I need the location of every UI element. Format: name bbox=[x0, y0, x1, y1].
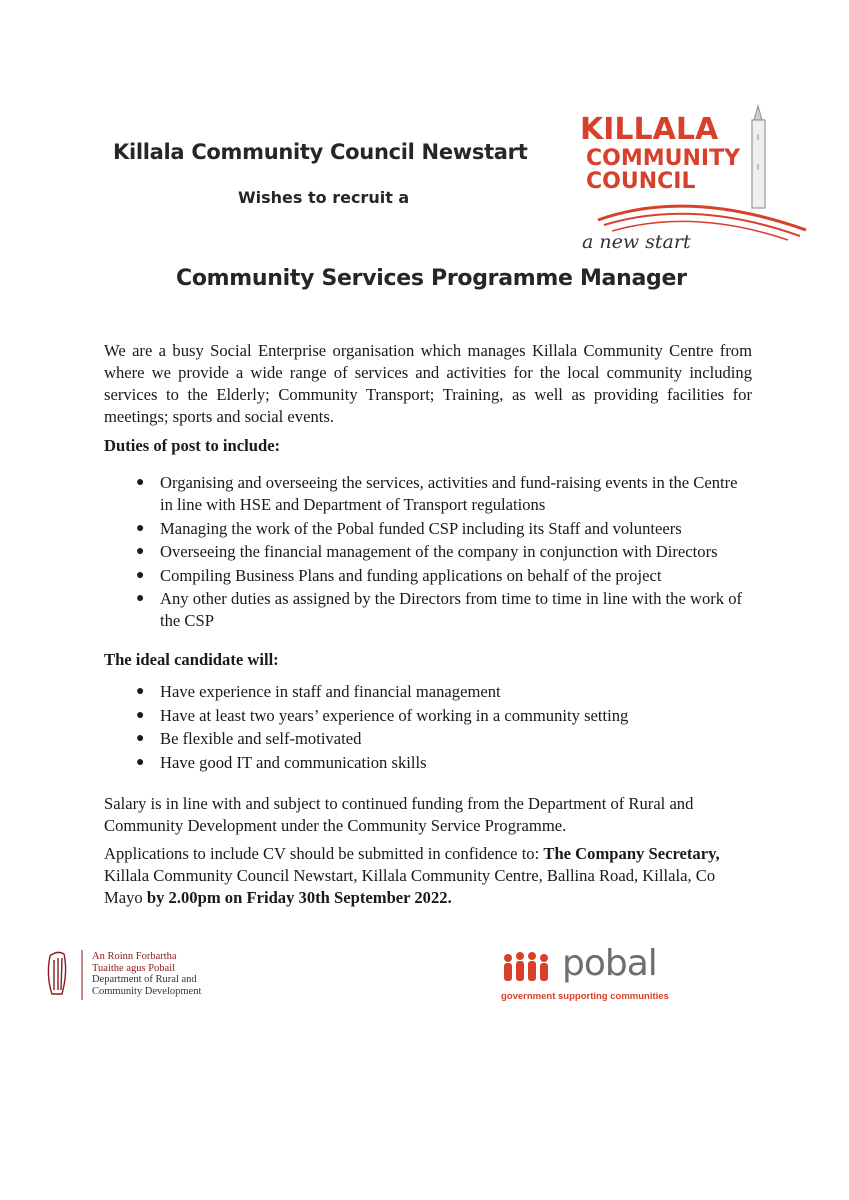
duty-text: Organising and overseeing the services, activities and fund-raising events in the Centre in line with HSE and Department of Transport regulations bbox=[160, 473, 738, 514]
duty-text: Compiling Business Plans and funding applications on behalf of the project bbox=[160, 565, 662, 585]
candidate-text: Be flexible and self-motivated bbox=[160, 729, 362, 748]
candidate-heading: The ideal candidate will: bbox=[104, 650, 279, 669]
logo-tagline: a new start bbox=[582, 231, 691, 253]
dept-irish-line-1: An Roinn Forbartha bbox=[92, 951, 177, 962]
duty-text: Managing the work of the Pobal funded CSP including its Staff and volunteers bbox=[160, 518, 682, 538]
duties-heading: Duties of post to include: bbox=[104, 436, 281, 455]
department-name bbox=[92, 951, 201, 997]
apply-address: Killala Community Council Newstart, Killala Community Centre, Ballina Road, Killala, Co Mayo bbox=[104, 866, 716, 907]
round-tower-icon bbox=[752, 106, 765, 208]
candidate-text: Have experience in staff and financial management bbox=[160, 682, 501, 701]
pobal-wordmark: pobal bbox=[562, 943, 657, 984]
candidate-text: Have good IT and communication skills bbox=[160, 752, 427, 772]
dept-en-line-1: Department of Rural and bbox=[92, 974, 197, 985]
apply-recipient: The Company Secretary, bbox=[543, 844, 720, 863]
candidate-text: Have at least two years’ experience of working in a community setting bbox=[160, 705, 629, 725]
salary-paragraph: Salary is in line with and subject to continued funding from the Department of Rural and Community Development under the Community Service Programme. bbox=[104, 794, 694, 835]
list-item: ● Be flexible and self-motivated bbox=[136, 729, 362, 748]
harp-icon bbox=[48, 952, 65, 994]
intro-paragraph: We are a busy Social Enterprise organisation which manages Killala Community Centre from where we provide a wide range of services and activities for the local community including services to the Elderly; Community Transport; Training, as well as providing facilities for meetings; sports and social events. bbox=[104, 341, 752, 426]
dept-en-line-2: Community Development bbox=[92, 985, 202, 997]
list-item: ● Have experience in staff and financial management bbox=[136, 682, 501, 701]
duty-text: Any other duties as assigned by the Directors from time to time in line with the work of the CSP bbox=[160, 589, 743, 630]
job-title: Community Services Programme Manager bbox=[176, 266, 687, 291]
apply-deadline: by 2.00pm on Friday 30th September 2022. bbox=[146, 888, 452, 907]
duties-list bbox=[136, 472, 752, 634]
apply-prefix: Applications to include CV should be submitted in confidence to: bbox=[104, 844, 544, 863]
list-item: ● Have at least two years’ experience of working in a community setting bbox=[136, 705, 629, 725]
list-item: ● Have good IT and communication skills bbox=[136, 752, 427, 772]
list-item: ● Managing the work of the Pobal funded CSP including its Staff and volunteers bbox=[136, 518, 682, 538]
list-item: ● Organising and overseeing the services, activities and fund-raising events in the Centre in line with HSE and Department of Transport regulations bbox=[136, 473, 738, 514]
list-item: ● Compiling Business Plans and funding applications on behalf of the project bbox=[136, 565, 662, 585]
candidate-list bbox=[136, 681, 752, 775]
recruit-subtitle: Wishes to recruit a bbox=[238, 188, 410, 207]
pobal-tagline: government supporting communities bbox=[501, 991, 669, 1002]
dept-irish-line-2: Tuaithe agus Pobail bbox=[92, 962, 176, 974]
logo-line-1: KILLALA bbox=[580, 112, 719, 147]
org-name: Killala Community Council Newstart bbox=[113, 140, 528, 164]
logo-line-3: COUNCIL bbox=[586, 169, 696, 194]
list-item: ● Overseeing the financial management of the company in conjunction with Directors bbox=[136, 542, 718, 561]
list-item: ● Any other duties as assigned by the Directors from time to time in line with the work of the CSP bbox=[136, 589, 743, 630]
logo-line-2: COMMUNITY bbox=[586, 146, 741, 171]
application-paragraph bbox=[104, 843, 752, 909]
killala-community-council-logo bbox=[568, 104, 813, 264]
duty-text: Overseeing the financial management of the company in conjunction with Directors bbox=[160, 542, 718, 561]
